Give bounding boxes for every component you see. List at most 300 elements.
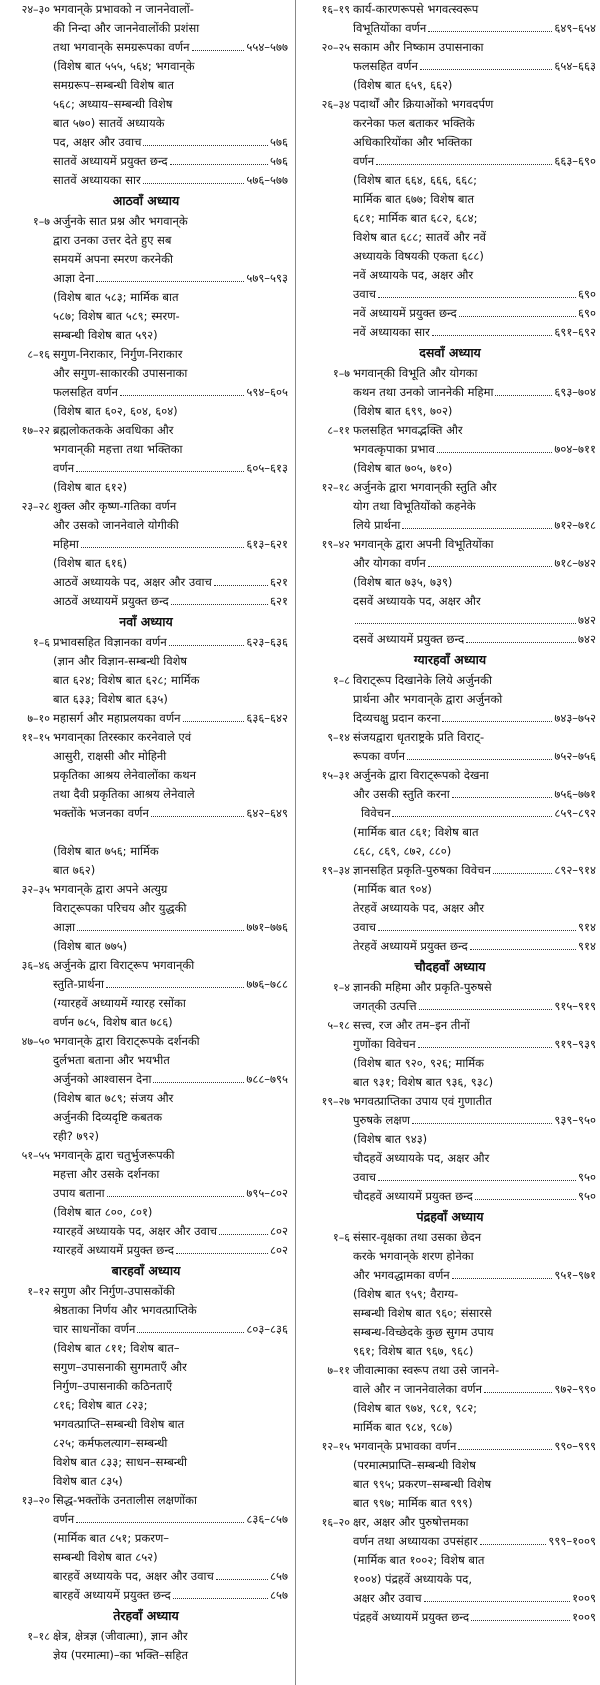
text-line: संजयद्वारा धृतराष्ट्रके प्रति विराट्-	[353, 730, 485, 744]
verse-range: १३–२०	[21, 1494, 50, 1507]
entry-body	[53, 57, 288, 152]
dot-leader	[484, 1392, 552, 1393]
toc-entry	[304, 861, 596, 880]
toc-note	[4, 937, 288, 956]
leader-line	[353, 1168, 596, 1187]
entry-body	[53, 478, 288, 497]
entry-body	[353, 1456, 596, 1513]
page-range: ९५१–९७१	[554, 1268, 596, 1282]
leader-line	[353, 861, 596, 880]
dot-leader	[475, 1199, 576, 1200]
dot-leader	[452, 1278, 553, 1279]
text-line: मार्मिक बात ९८४, ९८७)	[353, 1420, 453, 1434]
page-range: ६९१–६९२	[554, 325, 596, 339]
leader-text: उपाय बताना	[53, 1186, 105, 1200]
leader-line	[353, 152, 596, 171]
text-line: समयमें अपना स्मरण करनेकी	[53, 252, 173, 266]
entry-body	[353, 1399, 596, 1437]
verse-range: ५–१८	[327, 1019, 350, 1032]
toc-note	[304, 171, 596, 304]
page-range: ६४९–६५४	[554, 21, 596, 35]
toc-entry	[4, 212, 288, 288]
leader-line	[53, 459, 288, 478]
text-line: बात ७६२)	[53, 863, 96, 877]
verse-range: २०–२५	[321, 41, 350, 54]
entry-body	[53, 994, 288, 1032]
leader-text: अर्जुनको आश्वासन देना	[53, 1072, 152, 1086]
toc-entry	[304, 671, 596, 728]
leader-text: विभूतियोंका वर्णन	[353, 21, 427, 35]
toc-note	[4, 1203, 288, 1222]
column-gap	[4, 823, 288, 842]
verse-range: ९–१४	[327, 731, 350, 744]
page-range: ७१२–७१८	[554, 518, 596, 532]
leader-line	[353, 1437, 596, 1456]
entry-body	[353, 804, 596, 823]
page-range: ७१८–७४२	[554, 556, 596, 570]
leader-line	[353, 1035, 596, 1054]
page-range: ६०५–६१३	[246, 461, 288, 475]
toc-note	[4, 1339, 288, 1491]
toc-entry	[4, 0, 288, 57]
page-range: ७७६–७८८	[246, 977, 288, 991]
text-line: भगवान्‌के द्वारा अपने अत्युग्र	[53, 882, 168, 896]
leader-text: वर्णन तथा अध्यायका उपसंहार	[353, 1534, 478, 1548]
right-column	[304, 0, 596, 1685]
toc-entry	[4, 633, 288, 652]
text-line: भगवान्‌की महत्ता तथा भक्तिका	[53, 442, 183, 456]
toc-note	[304, 1285, 596, 1361]
leader-text: आठवें अध्यायमें प्रयुक्त छन्द	[53, 594, 169, 608]
column-divider	[295, 0, 296, 1685]
toc-entry	[304, 1513, 596, 1551]
text-line: भगवान्‌के द्वारा चतुर्भुजरूपकी	[53, 1148, 175, 1162]
text-line: ९६१; विशेष बात ९६७, ९६८)	[353, 1344, 474, 1358]
dot-leader	[107, 1196, 245, 1197]
leader-line	[353, 383, 596, 402]
text-line: सम्बन्धी विशेष बात ८५२)	[53, 1550, 158, 1564]
text-line: (ज्ञान और विज्ञान-सम्बन्धी विशेष	[53, 654, 188, 668]
leader-text: दिव्यचक्षु प्रदान करना	[353, 711, 441, 725]
leader-text: स्तुति-प्रार्थना	[53, 977, 104, 991]
dot-leader	[106, 987, 244, 988]
page-range: ५९४–६०५	[246, 385, 288, 399]
text-line: भगवान्‌के द्वारा विराट्‌रूपके दर्शनकी	[53, 1034, 200, 1048]
page-range: ७४२	[578, 613, 596, 627]
text-line: (मार्मिक बात ८६१; विशेष बात	[353, 825, 479, 839]
entry-body	[53, 1241, 288, 1260]
leader-text: ज्ञानसहित प्रकृति-पुरुषका विवेचन	[353, 863, 491, 877]
text-line: (विशेष बात ९७४, ९८१, ९८२;	[353, 1401, 478, 1415]
leader-text: पुरुषके लक्षण	[353, 1113, 410, 1127]
text-line: ८२५; कर्मफलत्याग–सम्बन्धी	[53, 1436, 168, 1450]
text-line: सगुण–उपासनाकी सुगमताएँ और	[53, 1360, 187, 1374]
page-range: ९३९–९५०	[554, 1113, 596, 1127]
toc-note	[4, 994, 288, 1032]
leader-line	[53, 383, 288, 402]
entry-body	[53, 573, 288, 592]
leader-line	[353, 516, 596, 535]
entry-body	[353, 880, 596, 937]
page-range: ६१३–६२१	[246, 537, 288, 551]
dot-leader	[169, 645, 245, 646]
text-line: महत्ता और उसके दर्शनका	[53, 1167, 160, 1181]
entry-body	[353, 823, 596, 861]
toc-entry	[304, 421, 596, 459]
dot-leader	[378, 930, 576, 931]
toc-note	[304, 1456, 596, 1513]
page-range: ६३६–६४२	[246, 711, 288, 725]
verse-range: १–७	[33, 215, 50, 228]
verse-range: १९–४२	[321, 538, 350, 551]
text-line: (मार्मिक बात ८५१; प्रकरण–	[53, 1531, 170, 1545]
toc-entry	[4, 709, 288, 728]
leader-text: तेरहवें अध्यायमें प्रयुक्त छन्द	[353, 939, 468, 953]
page-range: ९१५–९१९	[554, 999, 596, 1013]
text-line: (विशेष बात ५५५, ५६४; भगवान्‌के	[53, 59, 195, 73]
verse-range: ७–११	[327, 1364, 350, 1377]
dot-leader	[153, 1082, 244, 1083]
leader-line	[53, 1567, 288, 1586]
leader-line	[53, 171, 288, 190]
leader-line	[53, 633, 288, 652]
entry-body	[353, 76, 596, 95]
page-range: ९१४	[578, 939, 596, 953]
leader-line	[353, 323, 596, 342]
text-line: बात ५७०) सातवें अध्यायके	[53, 116, 165, 130]
leader-line	[353, 285, 596, 304]
toc-line	[4, 592, 288, 611]
leader-line	[353, 611, 596, 630]
verse-range: १–६	[333, 1231, 350, 1244]
dot-leader	[77, 930, 244, 931]
page-range: ८०२	[270, 1224, 288, 1238]
verse-range: १–४	[333, 981, 350, 994]
leader-text: अक्षर और उवाच	[353, 1591, 422, 1605]
dot-leader	[495, 395, 552, 396]
page-range: ७४२	[578, 632, 596, 646]
page-range: ६२१	[270, 575, 288, 589]
leader-text: वाले और न जाननेवालेका वर्णन	[353, 1382, 482, 1396]
entry-body	[53, 1146, 288, 1203]
entry-body	[53, 1089, 288, 1146]
leader-text: आठवें अध्यायके पद, अक्षर और उवाच	[53, 575, 212, 589]
page-range: ५७६	[270, 154, 288, 168]
toc-line	[4, 1567, 288, 1586]
toc-entry	[4, 1282, 288, 1339]
leader-line	[53, 709, 288, 728]
text-line: निर्गुण–उपासनाकी कठिनताएँ	[53, 1379, 173, 1393]
dot-leader	[151, 816, 245, 817]
text-line: विशेष बात ८३३; साधन–सम्बन्धी	[53, 1455, 187, 1469]
toc-note	[304, 1399, 596, 1437]
chapter-heading: बारहवाँ अध्याय	[111, 1263, 181, 1278]
leader-text: पद, अक्षर और उवाच	[53, 135, 142, 149]
page-range: ८०३–८३६	[246, 1322, 288, 1336]
toc-entry	[4, 1491, 288, 1529]
leader-text: बारहवें अध्यायके पद, अक्षर और उवाच	[53, 1569, 214, 1583]
dot-leader	[424, 1601, 571, 1602]
dot-leader	[219, 1234, 268, 1235]
page-range: ६२१	[270, 594, 288, 608]
entry-body	[353, 728, 596, 766]
dot-leader	[420, 69, 553, 70]
text-line: जीवात्माका स्वरूप तथा उसे जानने-	[353, 1363, 500, 1377]
leader-line	[53, 592, 288, 611]
toc-note	[304, 823, 596, 861]
leader-text: आज्ञा	[53, 920, 76, 934]
text-line: समग्ररूप–सम्बन्धी विशेष बात	[53, 78, 174, 92]
text-line: प्रार्थना और भगवान्‌के द्वारा अर्जुनको	[353, 692, 503, 706]
text-line: (विशेष बात ८११; विशेष बात–	[53, 1341, 180, 1355]
toc-note	[4, 402, 288, 421]
text-line: भगवान्‌के द्वारा अपनी विभूतियोंका	[353, 537, 494, 551]
entry-body	[53, 288, 288, 345]
text-line: अर्जुनके द्वारा विराट्‌रूप भगवान्‌की	[53, 958, 195, 972]
entry-body	[53, 880, 288, 937]
verse-range: १९–२७	[321, 1095, 350, 1108]
leader-line	[53, 573, 288, 592]
dot-leader	[137, 1332, 244, 1333]
dot-leader	[458, 1449, 552, 1450]
toc-entry	[304, 978, 596, 1016]
entry-body	[353, 1361, 596, 1399]
page-range: ७८८–७९५	[246, 1072, 288, 1086]
leader-text: और उसकी स्तुति करना	[353, 787, 450, 801]
text-line: (मार्मिक बात १००२; विशेष बात	[353, 1553, 485, 1567]
leader-text: चार साधनोंका वर्णन	[53, 1322, 136, 1336]
leader-text: उवाच	[353, 1170, 376, 1184]
leader-text: ग्यारहवें अध्यायमें प्रयुक्त छन्द	[53, 1243, 175, 1257]
text-line: (विशेष बात ७३५, ७३९)	[353, 575, 453, 589]
entry-body	[353, 1513, 596, 1551]
leader-text: लिये प्रार्थना	[353, 518, 401, 532]
dot-leader	[216, 1579, 268, 1580]
text-line: अर्जुनके द्वारा भगवान्‌की स्तुति और	[353, 480, 497, 494]
leader-line	[353, 709, 596, 728]
leader-text: रूपका वर्णन	[353, 749, 406, 763]
toc-entry	[304, 1228, 596, 1285]
toc-entry	[4, 1146, 288, 1203]
toc-note	[304, 1130, 596, 1187]
entry-body	[53, 212, 288, 288]
entry-body	[353, 671, 596, 728]
entry-body	[353, 1016, 596, 1054]
leader-text: दसवें अध्यायमें प्रयुक्त छन्द	[353, 632, 465, 646]
dot-leader	[442, 721, 552, 722]
verse-range: १५–३१	[321, 769, 350, 782]
page-range: ७०४–७११	[554, 442, 596, 456]
verse-range: १९–३४	[321, 864, 350, 877]
text-line: (विशेष बात ७०५, ७१०)	[353, 461, 453, 475]
entry-body	[353, 459, 596, 478]
page-range: ९१४	[578, 920, 596, 934]
text-line: वर्णन ७८५, विशेष बात ७८६)	[53, 1015, 173, 1029]
text-line: दुर्लभता बताना और भयभीत	[53, 1053, 170, 1067]
toc-entry	[304, 364, 596, 402]
text-line: योग तथा विभूतियोंको कहनेके	[353, 499, 476, 513]
text-line: और उसको जाननेवाले योगीकी	[53, 518, 179, 532]
page-range: ६९३–७०४	[554, 385, 596, 399]
dot-leader	[96, 281, 244, 282]
text-line: अध्यायके विषयकी एकता ६८८)	[353, 249, 484, 263]
dot-leader	[470, 949, 576, 950]
text-line: विशेष बात ६८८; सातवें और नवें	[353, 230, 486, 244]
entry-body	[353, 323, 596, 342]
entry-body	[353, 1054, 596, 1092]
leader-line	[353, 1532, 596, 1551]
leader-text: भक्तोंके भजनका वर्णन	[53, 806, 149, 820]
entry-body	[353, 1608, 596, 1627]
leader-text: उवाच	[353, 920, 376, 934]
toc-entry	[4, 421, 288, 478]
entry-body	[53, 1032, 288, 1089]
text-line: तथा दैवी प्रकृतिका आश्रय लेनेवाले	[53, 787, 195, 801]
toc-line	[304, 323, 596, 342]
text-line: विराट्‌रूपका परिचय और युद्धकी	[53, 901, 187, 915]
verse-range: १–८	[333, 674, 350, 687]
text-line: करनेका फल बताकर भक्तिके	[353, 116, 475, 130]
text-line: भगवत्प्राप्तिका उपाय एवं गुणातीत	[353, 1094, 492, 1108]
text-line: क्षर, अक्षर और पुरुषोत्तमका	[353, 1515, 469, 1529]
text-line: मार्मिक बात ६७७; विशेष बात	[353, 192, 475, 206]
entry-body	[53, 1222, 288, 1241]
page-range: ९५०	[578, 1170, 596, 1184]
page-range: ८५७	[270, 1588, 288, 1602]
leader-line	[353, 304, 596, 323]
entry-body	[53, 1586, 288, 1605]
text-line: (विशेष बात ९५९; वैराग्य-	[353, 1287, 459, 1301]
entry-body	[53, 728, 288, 823]
entry-body	[53, 152, 288, 171]
dot-leader	[173, 1598, 268, 1599]
toc-note	[304, 1551, 596, 1608]
toc-note	[4, 554, 288, 573]
toc-entry	[304, 766, 596, 804]
text-line: विराट्‌रूप दिखानेके लिये अर्जुनकी	[353, 673, 492, 687]
verse-range: १६–१९	[321, 3, 350, 16]
verse-range: ११–१५	[21, 731, 50, 744]
text-line: सगुण-निराकार, निर्गुण-निराकार	[53, 347, 183, 361]
text-line: (परमात्मप्राप्ति–सम्बन्धी विशेष	[353, 1458, 476, 1472]
toc-entry	[4, 345, 288, 402]
text-line: सत्त्व, रज और तम–इन तीनों	[353, 1018, 470, 1032]
text-line: करके भगवान्‌के शरण होनेका	[353, 1249, 474, 1263]
entry-body	[53, 1282, 288, 1339]
entry-body	[53, 592, 288, 611]
page-range: ९९९–१००९	[548, 1534, 596, 1548]
leader-text: नवें अध्यायका सार	[353, 325, 430, 339]
verse-range: १–७	[333, 367, 350, 380]
entry-body	[53, 554, 288, 573]
leader-text: चौदहवें अध्यायमें प्रयुक्त छन्द	[353, 1189, 473, 1203]
leader-text: वर्णन	[53, 461, 75, 475]
page-range: ६६३–६९०	[554, 154, 596, 168]
verse-range: ३२–३५	[21, 883, 50, 896]
leader-text: भगवत्कृपाका प्रभाव	[353, 442, 435, 456]
leader-line	[353, 1589, 596, 1608]
leader-line	[353, 630, 596, 649]
leader-text: फलसहित वर्णन	[53, 385, 118, 399]
dot-leader	[120, 395, 245, 396]
toc-line	[304, 804, 596, 823]
toc-line	[4, 152, 288, 171]
page-range: १००९	[572, 1610, 596, 1624]
text-line: और सगुण-साकारकी उपासनाका	[53, 366, 188, 380]
dot-leader	[392, 816, 552, 817]
entry-body	[53, 497, 288, 554]
text-line: सकाम और निष्काम उपासनाका	[353, 40, 484, 54]
text-line: पदार्थों और क्रियाओंको भगवदर्पण	[353, 97, 494, 111]
leader-line	[53, 1320, 288, 1339]
entry-body	[353, 364, 596, 402]
leader-text: सातवें अध्यायका सार	[53, 173, 141, 187]
text-line: विशेष बात ८३५)	[53, 1474, 123, 1488]
text-line: अर्जुनके द्वारा विराट्‌रूपको देखना	[353, 768, 489, 782]
toc-note	[304, 459, 596, 478]
entry-body	[353, 421, 596, 459]
verse-range: १७–२२	[21, 424, 50, 437]
dot-leader	[171, 604, 268, 605]
text-line: प्रकृतिका आश्रय लेनेवालोंका कथन	[53, 768, 196, 782]
verse-range: ३६–४६	[21, 959, 50, 972]
entry-body	[353, 304, 596, 323]
text-line: (विशेष बात ६०२, ६०४, ६०४)	[53, 404, 178, 418]
text-line: सम्बन्ध-विच्छेदके कुछ सुगम उपाय	[353, 1325, 494, 1339]
chapter-heading: दसवाँ अध्याय	[419, 345, 481, 360]
toc-entry	[4, 1627, 288, 1665]
text-line: ८१६; विशेष बात ८२३;	[53, 1398, 148, 1412]
toc-entry	[4, 880, 288, 937]
text-line: १००४) पंद्रहवें अध्यायके पद,	[353, 1572, 473, 1586]
page-range: ८३६–८५७	[246, 1512, 288, 1526]
text-line: द्वारा उनका उत्तर देते हुए सब	[53, 233, 172, 247]
entry-body	[53, 1567, 288, 1586]
toc-entry	[304, 1016, 596, 1054]
dot-leader	[378, 297, 576, 298]
toc-note	[4, 478, 288, 497]
verse-range: १२–१५	[321, 1440, 350, 1453]
toc-line	[304, 630, 596, 649]
toc-entry	[4, 956, 288, 994]
entry-body	[53, 652, 288, 709]
leader-line	[353, 785, 596, 804]
text-line: (विशेष बात ७८९; संजय और	[53, 1091, 174, 1105]
text-line: तेरहवें अध्यायके पद, अक्षर और	[353, 901, 485, 915]
text-line: (विशेष बात ६९९, ७०२)	[353, 404, 453, 418]
toc-entry	[304, 728, 596, 766]
leader-text: और भगवद्धामका वर्णन	[353, 1268, 450, 1282]
toc-note	[4, 652, 288, 709]
dot-leader	[378, 1180, 576, 1181]
leader-text: महासर्ग और महाप्रलयका वर्णन	[53, 711, 181, 725]
page-range: ७५२–७५६	[554, 749, 596, 763]
text-line: सगुण और निर्गुण-उपासकोंकी	[53, 1284, 175, 1298]
dot-leader	[76, 471, 244, 472]
dot-leader	[428, 566, 553, 567]
entry-body	[353, 573, 596, 630]
text-line: फलसहित भगवद्भक्ति और	[353, 423, 463, 437]
dot-leader	[170, 164, 268, 165]
text-line: (विशेष बात ६६४, ६६६, ६६८;	[353, 173, 478, 187]
page-range: ७५६–७७१	[554, 787, 596, 801]
dot-leader	[192, 50, 245, 51]
entry-body	[353, 1187, 596, 1206]
text-line: कार्य-कारणरूपसे भगवत्स्वरूप	[353, 2, 479, 16]
page-range: ८०२	[270, 1243, 288, 1257]
leader-text: प्रभावसहित विज्ञानका वर्णन	[53, 635, 167, 649]
dot-leader	[493, 873, 553, 874]
